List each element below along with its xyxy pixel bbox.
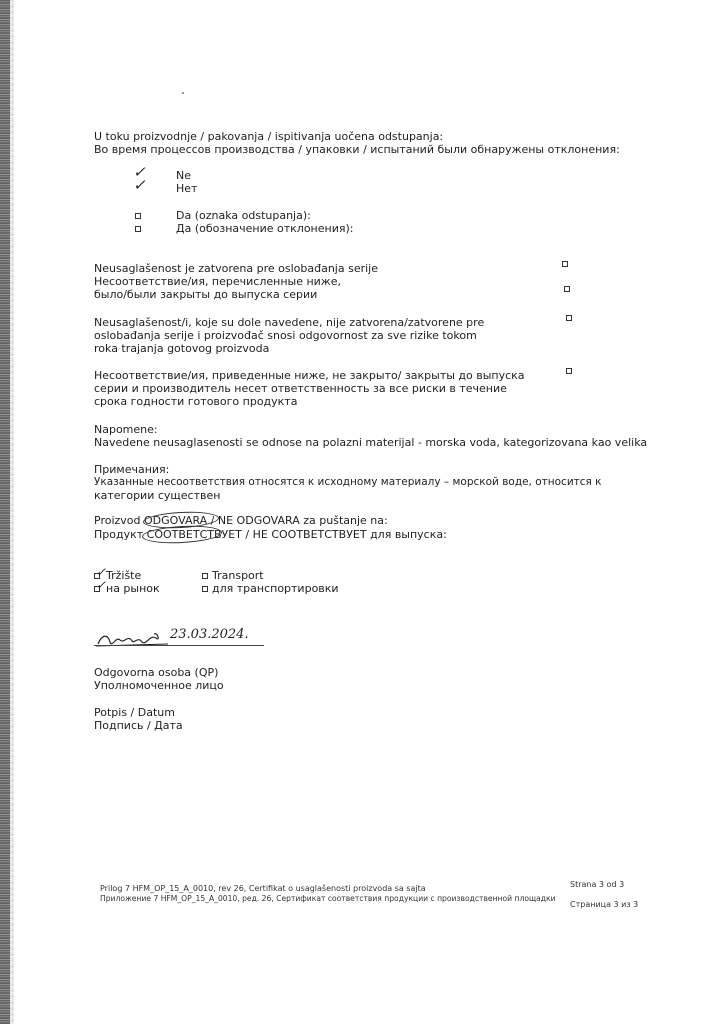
signature-date-label-sr: Potpis / Datum [94,706,175,719]
not-closed-sr-2: oslobađanja serije i proizvođač snosi odgovornost za sve rizike tokom [94,329,477,342]
option-market-sr: Tržište [106,569,142,582]
note-sr-text: Navedene neusaglasenosti se odnose na polazni materijal - morska voda, kategorizovana kao velika [94,436,648,449]
scan-border-shadow [10,0,14,1024]
checkmark-no-sr: ✓ [133,163,146,181]
page-number-sr: Strana 3 od 3 [570,880,625,889]
qp-role-sr: Odgovorna osoba (QP) [94,666,219,679]
signature-date-label-ru: Подпись / Дата [94,719,183,732]
closed-nonconformity-ru-2: было/были закрыты до выпуска серии [94,288,318,301]
closed-nonconformity-ru-1: Несоответствие/ия, перечисленные ниже, [94,275,341,288]
footer-reference-sr: Prilog 7 HFM_OP_15_A_0010, rev 26, Certifikat o usaglašenosti proizvoda sa sajta [100,884,426,893]
checkbox-closed-sr [562,261,568,267]
checkmark-market-ru: ✓ [96,578,107,592]
checkbox-closed-ru [564,286,570,292]
option-yes-ru: Да (обозначение отклонения): [176,222,354,235]
handwritten-date: 23.03.2024. [170,627,249,642]
signature-line [94,645,264,646]
checkbox-not-closed-sr [566,315,572,321]
not-closed-ru-3: срока годности готового продукта [94,395,298,408]
checkbox-yes-sr [135,213,141,219]
option-no-ru: Нет [176,182,198,195]
checkbox-transport-ru [202,586,208,592]
checkmark-no-ru: ✓ [133,176,146,194]
page-number-ru: Страница 3 из 3 [570,900,639,909]
checkbox-yes-ru [135,226,141,232]
scan-speck [182,92,184,94]
not-closed-ru-2: серии и производитель несет ответственность за все риски в течение [94,382,507,395]
deviations-question-sr: U toku proizvodnje / pakovanja / ispitivanja uočena odstupanja: [94,130,444,143]
closed-nonconformity-sr: Neusaglašenost je zatvorena pre oslobađanja serije [94,262,378,275]
release-statement-ru: Продукт СООТВЕТСТВУЕТ / НЕ СООТВЕТСТВУЕТ для выпуска: [94,528,447,541]
checkbox-transport-sr [202,573,208,579]
option-transport-sr: Transport [212,569,264,582]
note-sr-heading: Napomene: [94,423,158,436]
note-ru-heading: Примечания: [94,463,170,476]
option-transport-ru: для транспортировки [212,582,339,595]
qp-role-ru: Уполномоченное лицо [94,679,224,692]
checkmark-market-sr: ✓ [96,565,107,579]
not-closed-sr-3: roka trajanja gotovog proizvoda [94,342,270,355]
option-yes-sr: Da (oznaka odstupanja): [176,209,311,222]
note-ru-text-2: категории существен [94,489,221,502]
not-closed-sr-1: Neusaglašenost/i, koje su dole navedene, nije zatvorena/zatvorene pre [94,316,485,329]
not-closed-ru-1: Несоответствие/ия, приведенные ниже, не закрыто/ закрыты до выпуска [94,369,525,382]
note-ru-text-1: Указанные несоответствия относятся к исходному материалу – морской воде, относится к [94,476,602,488]
checkbox-not-closed-ru [566,368,572,374]
option-market-ru: на рынок [106,582,160,595]
option-no-sr: Ne [176,169,191,182]
scan-border [0,0,10,1024]
footer-reference-ru: Приложение 7 HFM_OP_15_A_0010, ред. 26, Сертификат соответствия продукции с производственной площадки [100,894,556,903]
deviations-question-ru: Во время процессов производства / упаковки / испытаний были обнаружены отклонения: [94,143,620,156]
release-statement-sr: Proizvod ODGOVARA / NE ODGOVARA za puštanje na: [94,514,388,527]
